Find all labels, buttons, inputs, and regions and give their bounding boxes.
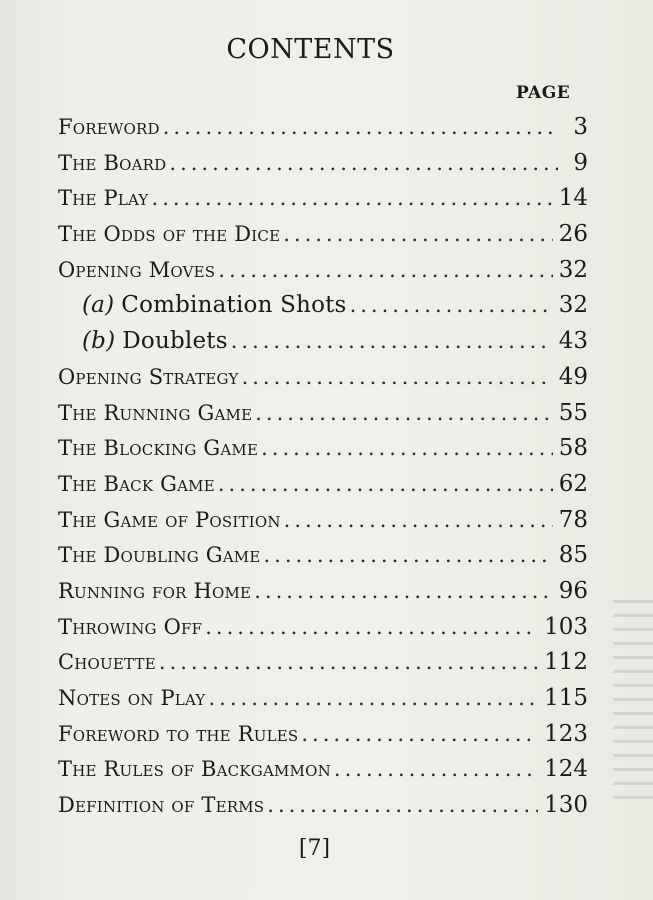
toc-entry-title: The Rules of Backgammon [58, 757, 331, 782]
toc-entry-page: 32 [558, 292, 588, 319]
bleed-through-texture [613, 600, 653, 800]
toc-entry-title: Throwing Off [58, 614, 203, 639]
toc-entry [58, 574, 588, 610]
toc-entry-page: 62 [558, 470, 588, 497]
dot-leader [334, 752, 538, 788]
table-of-contents [58, 110, 588, 824]
dot-leader [261, 431, 553, 467]
dot-leader [254, 574, 553, 610]
toc-entry-page: 3 [573, 114, 588, 140]
dot-leader [267, 788, 538, 824]
toc-entry-title: The Running Game [58, 400, 253, 425]
toc-entry [58, 503, 588, 539]
toc-subentry-marker: (b) [82, 328, 116, 355]
dot-leader [218, 253, 552, 289]
toc-entry [58, 538, 588, 574]
toc-entry-title: The Blocking Game [58, 436, 259, 461]
dot-leader [350, 288, 553, 324]
dot-leader [283, 217, 553, 253]
toc-entry [58, 217, 588, 253]
toc-entry-title: Definition of Terms [58, 793, 265, 818]
toc-entry [58, 146, 588, 182]
toc-subentry-text [82, 288, 347, 324]
dot-leader [231, 324, 553, 360]
dot-leader [163, 110, 558, 146]
dot-leader [205, 610, 538, 646]
toc-subentry-title: Doublets [122, 328, 228, 355]
toc-entry-title: Opening Strategy [58, 364, 239, 389]
toc-entry-title: The Odds of the Dice [58, 222, 281, 247]
toc-subentry-marker: (a) [82, 292, 115, 319]
toc-entry [58, 610, 588, 646]
dot-leader [152, 181, 553, 217]
toc-entry-title: Running for Home [58, 578, 252, 603]
toc-entry [58, 431, 588, 467]
toc-entry [58, 645, 588, 681]
toc-entry-page: 49 [558, 363, 588, 390]
toc-entry-page: 14 [558, 185, 588, 212]
toc-entry-page: 9 [573, 149, 588, 176]
toc-entry-page: 78 [558, 506, 588, 533]
page-folio: [7] [298, 836, 331, 861]
dot-leader [169, 146, 558, 182]
toc-entry-title: The Play [58, 186, 149, 211]
dot-leader [218, 467, 553, 503]
dot-leader [159, 645, 538, 681]
toc-subentry [58, 324, 588, 360]
toc-entry [58, 360, 588, 396]
toc-entry-title: Foreword to the Rules [58, 721, 299, 746]
toc-subentry [58, 288, 588, 324]
dot-leader [255, 396, 552, 432]
toc-entry-title: The Back Game [58, 471, 215, 496]
page-title: CONTENTS [226, 34, 395, 65]
toc-subentry-text [82, 324, 228, 360]
toc-entry [58, 181, 588, 217]
toc-subentry-title: Combination Shots [121, 292, 347, 319]
dot-leader [242, 360, 553, 396]
toc-entry-page: 124 [544, 756, 588, 783]
toc-entry-page: 112 [544, 649, 588, 676]
toc-entry [58, 788, 588, 824]
toc-entry-page: 85 [558, 542, 588, 569]
dot-leader [284, 503, 553, 539]
toc-entry [58, 752, 588, 788]
toc-entry [58, 253, 588, 289]
toc-entry-page: 123 [544, 720, 588, 747]
toc-entry-page: 96 [558, 577, 588, 604]
toc-entry [58, 681, 588, 717]
page-column-label: PAGE [516, 83, 571, 103]
toc-entry-title: Chouette [58, 650, 156, 675]
toc-entry-page: 55 [558, 399, 588, 426]
toc-entry-title: The Doubling Game [58, 543, 261, 568]
toc-entry [58, 717, 588, 753]
toc-entry [58, 110, 588, 146]
toc-entry-title: Foreword [58, 115, 160, 139]
toc-entry-page: 32 [558, 256, 588, 283]
toc-entry-title: Notes on Play [58, 686, 206, 710]
dot-leader [264, 538, 553, 574]
toc-entry-page: 43 [558, 328, 588, 355]
toc-entry [58, 467, 588, 503]
toc-entry-title: The Board [58, 150, 167, 175]
toc-entry-page: 130 [544, 792, 588, 819]
toc-entry-page: 115 [544, 685, 588, 711]
toc-entry-page: 58 [558, 435, 588, 462]
toc-entry [58, 396, 588, 432]
toc-entry-title: Opening Moves [58, 257, 216, 282]
dot-leader [209, 681, 539, 717]
toc-entry-page: 26 [558, 221, 588, 248]
toc-entry-title: The Game of Position [58, 507, 281, 532]
dot-leader [301, 717, 538, 753]
toc-entry-page: 103 [544, 613, 588, 640]
